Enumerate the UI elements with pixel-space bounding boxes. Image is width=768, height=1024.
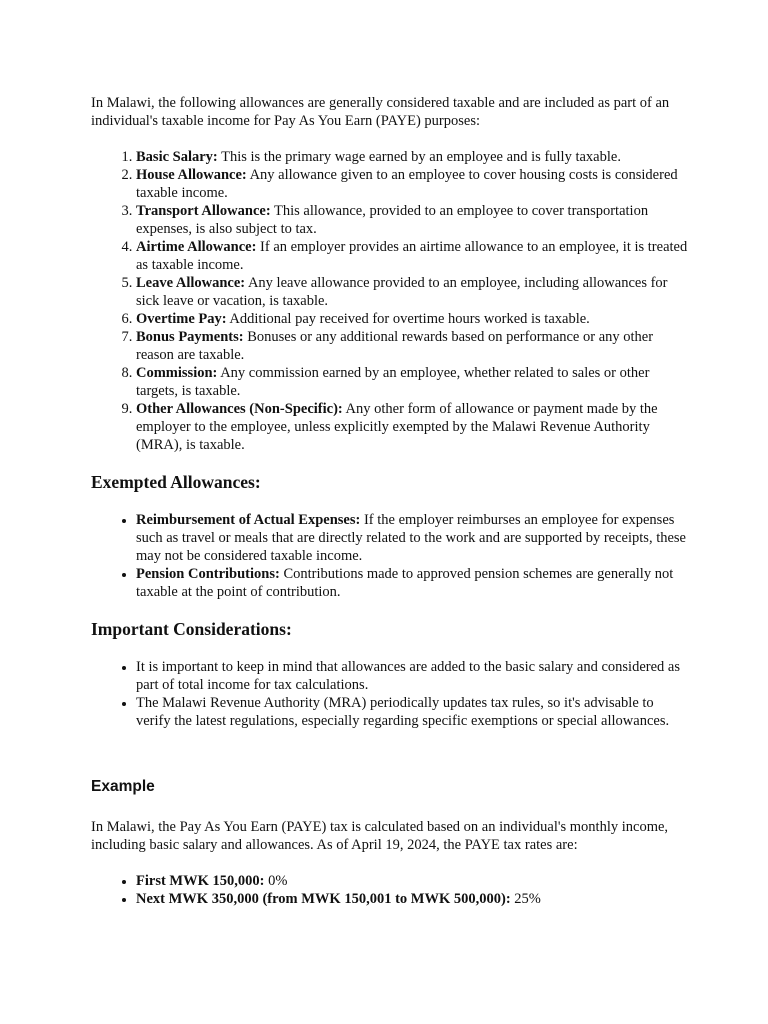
list-item bbox=[136, 310, 691, 328]
taxable-allowances-list bbox=[91, 148, 691, 454]
list-item bbox=[136, 872, 691, 890]
list-item bbox=[136, 148, 691, 166]
list-item-text: Any leave allowance provided to an employee, including allowances for sick leave or vacation, is taxable. bbox=[136, 275, 668, 309]
list-item-text: Any allowance given to an employee to cover housing costs is considered taxable income. bbox=[136, 167, 678, 201]
list-item-text: 0% bbox=[264, 873, 288, 889]
list-item-text: This is the primary wage earned by an employee and is fully taxable. bbox=[217, 149, 621, 165]
list-item bbox=[136, 238, 691, 274]
tax-rates-list bbox=[91, 872, 691, 908]
list-item-term: Commission: bbox=[136, 365, 218, 381]
list-item-term: Other Allowances (Non-Specific): bbox=[136, 401, 343, 417]
list-item bbox=[136, 511, 691, 565]
list-item bbox=[136, 565, 691, 601]
list-item-text: If the employer reimburses an employee for expenses such as travel or meals that are directly related to the work and are supported by receipts, these may not be considered taxable income. bbox=[136, 512, 686, 564]
list-item-term: House Allowance: bbox=[136, 167, 247, 183]
intro-paragraph: In Malawi, the following allowances are generally considered taxable and are included as part of an individual's taxable income for Pay As You Earn (PAYE) purposes: bbox=[91, 95, 670, 129]
list-item-text: Bonuses or any additional rewards based on performance or any other reason are taxable. bbox=[136, 329, 654, 363]
list-item-text: If an employer provides an airtime allowance to an employee, it is treated as taxable income. bbox=[136, 239, 688, 273]
exempted-list bbox=[91, 511, 691, 601]
list-item-text: Additional pay received for overtime hours worked is taxable. bbox=[226, 311, 590, 327]
list-item-text: Any other form of allowance or payment made by the employer to the employee, unless explicitly exempted by the Malawi Revenue Authority (MRA), is taxable. bbox=[136, 401, 658, 453]
list-item-term: Overtime Pay: bbox=[136, 311, 227, 327]
list-item-term: Bonus Payments: bbox=[136, 329, 244, 345]
considerations-heading: Important Considerations: bbox=[91, 619, 292, 639]
list-item-term: Basic Salary: bbox=[136, 149, 218, 165]
list-item-term: Leave Allowance: bbox=[136, 275, 246, 291]
list-item-term: Pension Contributions: bbox=[136, 566, 280, 582]
list-item-term: Airtime Allowance: bbox=[136, 239, 257, 255]
list-item bbox=[136, 166, 691, 202]
list-item-text: Any commission earned by an employee, whether related to sales or other targets, is taxable. bbox=[136, 365, 650, 399]
exempted-heading: Exempted Allowances: bbox=[91, 472, 261, 492]
list-item bbox=[136, 400, 691, 454]
list-item bbox=[136, 274, 691, 310]
list-item-text: This allowance, provided to an employee to cover transportation expenses, is also subject to tax. bbox=[136, 203, 649, 237]
list-item-text: Contributions made to approved pension schemes are generally not taxable at the point of contribution. bbox=[136, 566, 674, 600]
list-item bbox=[136, 364, 691, 400]
list-item-term: First MWK 150,000: bbox=[136, 873, 265, 889]
list-item-term: Transport Allowance: bbox=[136, 203, 271, 219]
list-item bbox=[136, 202, 691, 238]
list-item-term: Next MWK 350,000 (from MWK 150,001 to MWK 500,000): bbox=[136, 891, 511, 907]
list-item: • It is important to keep in mind that allowances are added to the basic salary and considered as part of total income for tax calculations. bbox=[136, 658, 691, 694]
list-item bbox=[136, 328, 691, 364]
list-item-text: 25% bbox=[510, 891, 541, 907]
list-item bbox=[136, 890, 691, 908]
document-body bbox=[91, 94, 691, 908]
example-paragraph: In Malawi, the Pay As You Earn (PAYE) tax is calculated based on an individual's monthly income, including basic salary and allowances. As of April 19, 2024, the PAYE tax rates are: bbox=[91, 819, 669, 853]
list-item: • The Malawi Revenue Authority (MRA) periodically updates tax rules, so it's advisable to verify the latest regulations, especially regarding specific exemptions or special allowances. bbox=[136, 694, 691, 730]
example-heading: Example bbox=[91, 778, 155, 795]
considerations-list bbox=[91, 658, 691, 730]
list-item-term: Reimbursement of Actual Expenses: bbox=[136, 512, 361, 528]
